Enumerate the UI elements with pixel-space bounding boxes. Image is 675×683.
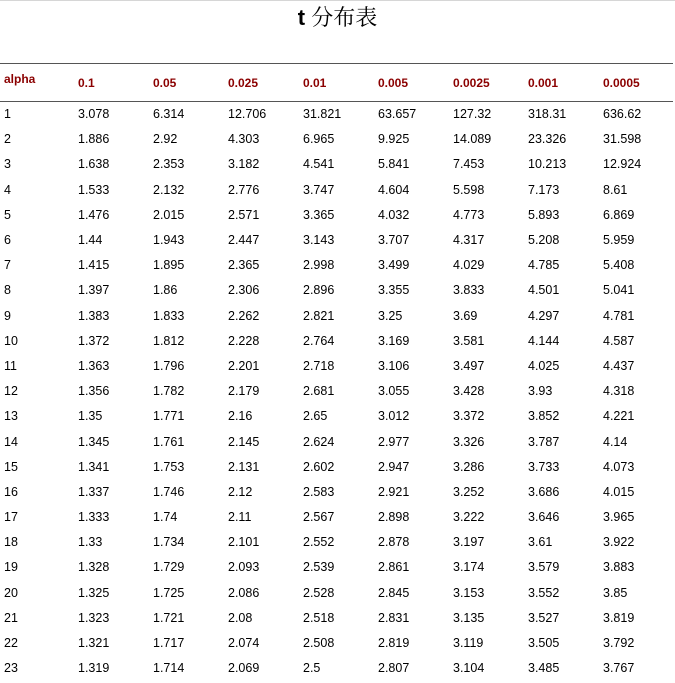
critical-value-cell: 3.222 — [453, 510, 485, 525]
critical-value-cell: 3.197 — [453, 535, 485, 550]
critical-value-cell: 2.819 — [378, 636, 410, 651]
critical-value-cell: 2.602 — [303, 459, 335, 474]
critical-value-cell: 3.326 — [453, 434, 485, 449]
critical-value-cell: 3.819 — [603, 610, 635, 625]
critical-value-cell: 1.533 — [78, 182, 110, 197]
critical-value-cell: 1.86 — [153, 283, 178, 298]
critical-value-cell: 31.598 — [603, 132, 642, 147]
critical-value-cell: 3.852 — [528, 409, 560, 424]
critical-value-cell: 1.771 — [153, 409, 185, 424]
critical-value-cell: 2.571 — [228, 207, 260, 222]
critical-value-cell: 2.132 — [153, 182, 185, 197]
critical-value-cell: 4.14 — [603, 434, 628, 449]
critical-value-cell: 3.922 — [603, 535, 635, 550]
critical-value-cell: 1.833 — [153, 308, 185, 323]
critical-value-cell: 1.717 — [153, 636, 185, 651]
critical-value-cell: 2.845 — [378, 585, 410, 600]
critical-value-cell: 3.85 — [603, 585, 628, 600]
critical-value-cell: 5.408 — [603, 258, 635, 273]
table-row — [0, 202, 673, 227]
critical-value-cell: 12.706 — [228, 107, 267, 122]
page-title-variable: t — [297, 5, 306, 30]
degrees-of-freedom-cell: 12 — [4, 384, 18, 399]
critical-value-cell: 2.567 — [303, 510, 335, 525]
critical-value-cell: 5.041 — [603, 283, 635, 298]
critical-value-cell: 2.947 — [378, 459, 410, 474]
critical-value-cell: 1.44 — [78, 233, 103, 248]
critical-value-cell: 1.321 — [78, 636, 110, 651]
critical-value-cell: 4.785 — [528, 258, 560, 273]
critical-value-cell: 2.074 — [228, 636, 260, 651]
table-row — [0, 630, 673, 655]
critical-value-cell: 2.92 — [153, 132, 178, 147]
critical-value-cell: 1.337 — [78, 484, 110, 499]
critical-value-cell: 5.893 — [528, 207, 560, 222]
critical-value-cell: 3.965 — [603, 510, 635, 525]
critical-value-cell: 3.69 — [453, 308, 478, 323]
critical-value-cell: 2.093 — [228, 560, 260, 575]
page-title-text: 分布表 — [305, 5, 378, 30]
degrees-of-freedom-cell: 13 — [4, 409, 18, 424]
critical-value-cell: 3.707 — [378, 233, 410, 248]
critical-value-cell: 3.485 — [528, 661, 560, 676]
critical-value-cell: 3.153 — [453, 585, 485, 600]
critical-value-cell: 4.318 — [603, 384, 635, 399]
critical-value-cell: 3.733 — [528, 459, 560, 474]
critical-value-cell: 3.428 — [453, 384, 485, 399]
header-significance-level: 0.05 — [149, 64, 224, 102]
critical-value-cell: 2.08 — [228, 610, 253, 625]
degrees-of-freedom-cell: 20 — [4, 585, 18, 600]
header-significance-level: 0.001 — [524, 64, 599, 102]
critical-value-cell: 2.16 — [228, 409, 253, 424]
critical-value-cell: 6.869 — [603, 207, 635, 222]
degrees-of-freedom-cell: 3 — [4, 157, 11, 172]
critical-value-cell: 2.898 — [378, 510, 410, 525]
degrees-of-freedom-cell: 17 — [4, 510, 18, 525]
critical-value-cell: 1.397 — [78, 283, 110, 298]
critical-value-cell: 318.31 — [528, 107, 567, 122]
critical-value-cell: 1.895 — [153, 258, 185, 273]
critical-value-cell: 2.11 — [228, 510, 252, 525]
header-alpha-label: alpha — [0, 64, 74, 102]
critical-value-cell: 1.345 — [78, 434, 110, 449]
table-header-row — [0, 64, 673, 102]
critical-value-cell: 12.924 — [603, 157, 642, 172]
critical-value-cell: 31.821 — [303, 107, 342, 122]
table-row — [0, 580, 673, 605]
critical-value-cell: 3.119 — [453, 636, 484, 651]
table-row — [0, 253, 673, 278]
table-row — [0, 656, 673, 681]
critical-value-cell: 1.415 — [78, 258, 110, 273]
table-row — [0, 479, 673, 504]
critical-value-cell: 2.624 — [303, 434, 335, 449]
critical-value-cell: 4.501 — [528, 283, 560, 298]
table-row — [0, 328, 673, 353]
header-significance-level: 0.005 — [374, 64, 449, 102]
degrees-of-freedom-cell: 4 — [4, 182, 11, 197]
header-significance-level: 0.01 — [299, 64, 374, 102]
table-row — [0, 404, 673, 429]
degrees-of-freedom-cell: 23 — [4, 661, 18, 676]
critical-value-cell: 2.998 — [303, 258, 335, 273]
t-distribution-table — [0, 63, 673, 681]
critical-value-cell: 2.539 — [303, 560, 335, 575]
critical-value-cell: 3.174 — [453, 560, 485, 575]
degrees-of-freedom-cell: 6 — [4, 233, 11, 248]
degrees-of-freedom-cell: 16 — [4, 484, 18, 499]
critical-value-cell: 2.776 — [228, 182, 260, 197]
critical-value-cell: 1.356 — [78, 384, 110, 399]
critical-value-cell: 3.104 — [453, 661, 485, 676]
critical-value-cell: 2.861 — [378, 560, 410, 575]
critical-value-cell: 1.943 — [153, 233, 185, 248]
header-significance-level: 0.0025 — [449, 64, 524, 102]
table-row — [0, 227, 673, 252]
critical-value-cell: 3.499 — [378, 258, 410, 273]
critical-value-cell: 1.714 — [153, 661, 185, 676]
degrees-of-freedom-cell: 5 — [4, 207, 11, 222]
critical-value-cell: 4.297 — [528, 308, 560, 323]
critical-value-cell: 3.787 — [528, 434, 560, 449]
critical-value-cell: 63.657 — [378, 107, 417, 122]
critical-value-cell: 1.638 — [78, 157, 110, 172]
critical-value-cell: 4.303 — [228, 132, 260, 147]
critical-value-cell: 4.032 — [378, 207, 410, 222]
critical-value-cell: 3.581 — [453, 333, 485, 348]
critical-value-cell: 2.977 — [378, 434, 410, 449]
table-row — [0, 353, 673, 378]
degrees-of-freedom-cell: 2 — [4, 132, 11, 147]
critical-value-cell: 2.821 — [303, 308, 335, 323]
critical-value-cell: 2.583 — [303, 484, 335, 499]
table-row — [0, 555, 673, 580]
critical-value-cell: 636.62 — [603, 107, 642, 122]
critical-value-cell: 1.476 — [78, 207, 110, 222]
critical-value-cell: 127.32 — [453, 107, 492, 122]
critical-value-cell: 5.959 — [603, 233, 635, 248]
critical-value-cell: 7.173 — [528, 182, 560, 197]
critical-value-cell: 2.878 — [378, 535, 410, 550]
critical-value-cell: 1.753 — [153, 459, 185, 474]
critical-value-cell: 2.131 — [228, 459, 260, 474]
critical-value-cell: 2.5 — [303, 661, 321, 676]
critical-value-cell: 2.65 — [303, 409, 328, 424]
critical-value-cell: 4.781 — [603, 308, 635, 323]
critical-value-cell: 1.761 — [153, 434, 185, 449]
table-row — [0, 505, 673, 530]
critical-value-cell: 4.604 — [378, 182, 410, 197]
header-significance-level: 0.025 — [224, 64, 299, 102]
critical-value-cell: 3.579 — [528, 560, 560, 575]
table-row — [0, 303, 673, 328]
critical-value-cell: 2.681 — [303, 384, 335, 399]
header-significance-level: 0.0005 — [599, 64, 673, 102]
degrees-of-freedom-cell: 10 — [4, 333, 18, 348]
critical-value-cell: 1.323 — [78, 610, 110, 625]
critical-value-cell: 1.333 — [78, 510, 110, 525]
critical-value-cell: 1.734 — [153, 535, 185, 550]
table-row — [0, 102, 673, 127]
critical-value-cell: 3.686 — [528, 484, 560, 499]
critical-value-cell: 3.505 — [528, 636, 560, 651]
critical-value-cell: 2.069 — [228, 661, 260, 676]
critical-value-cell: 2.228 — [228, 333, 260, 348]
table-row — [0, 278, 673, 303]
critical-value-cell: 3.078 — [78, 107, 110, 122]
table-body — [0, 102, 673, 681]
critical-value-cell: 1.33 — [78, 535, 103, 550]
critical-value-cell: 2.718 — [303, 358, 335, 373]
degrees-of-freedom-cell: 7 — [4, 258, 11, 273]
critical-value-cell: 2.201 — [228, 358, 260, 373]
critical-value-cell: 1.325 — [78, 585, 110, 600]
degrees-of-freedom-cell: 15 — [4, 459, 18, 474]
critical-value-cell: 2.12 — [228, 484, 253, 499]
table-row — [0, 605, 673, 630]
critical-value-cell: 3.055 — [378, 384, 410, 399]
critical-value-cell: 3.355 — [378, 283, 410, 298]
table-row — [0, 127, 673, 152]
critical-value-cell: 1.812 — [153, 333, 185, 348]
critical-value-cell: 2.101 — [228, 535, 260, 550]
critical-value-cell: 5.208 — [528, 233, 560, 248]
critical-value-cell: 1.74 — [153, 510, 178, 525]
critical-value-cell: 2.179 — [228, 384, 260, 399]
table-header — [0, 64, 673, 102]
critical-value-cell: 3.106 — [378, 358, 410, 373]
critical-value-cell: 14.089 — [453, 132, 492, 147]
degrees-of-freedom-cell: 8 — [4, 283, 11, 298]
degrees-of-freedom-cell: 9 — [4, 308, 11, 323]
critical-value-cell: 3.135 — [453, 610, 485, 625]
critical-value-cell: 1.35 — [78, 409, 103, 424]
t-distribution-table-container — [0, 63, 673, 681]
critical-value-cell: 2.552 — [303, 535, 335, 550]
degrees-of-freedom-cell: 19 — [4, 560, 18, 575]
critical-value-cell: 3.883 — [603, 560, 635, 575]
critical-value-cell: 3.747 — [303, 182, 335, 197]
critical-value-cell: 1.721 — [153, 610, 185, 625]
critical-value-cell: 4.773 — [453, 207, 485, 222]
table-row — [0, 177, 673, 202]
critical-value-cell: 4.025 — [528, 358, 560, 373]
degrees-of-freedom-cell: 14 — [4, 434, 18, 449]
critical-value-cell: 3.143 — [303, 233, 335, 248]
critical-value-cell: 3.552 — [528, 585, 560, 600]
degrees-of-freedom-cell: 22 — [4, 636, 18, 651]
critical-value-cell: 4.015 — [603, 484, 635, 499]
critical-value-cell: 23.326 — [528, 132, 567, 147]
critical-value-cell: 3.372 — [453, 409, 485, 424]
critical-value-cell: 4.073 — [603, 459, 635, 474]
table-row — [0, 429, 673, 454]
table-row — [0, 379, 673, 404]
critical-value-cell: 3.527 — [528, 610, 560, 625]
critical-value-cell: 1.363 — [78, 358, 110, 373]
table-row — [0, 152, 673, 177]
critical-value-cell: 10.213 — [528, 157, 567, 172]
page-top-rule — [0, 0, 675, 1]
critical-value-cell: 1.725 — [153, 585, 185, 600]
critical-value-cell: 2.921 — [378, 484, 410, 499]
degrees-of-freedom-cell: 11 — [4, 358, 17, 373]
critical-value-cell: 4.437 — [603, 358, 635, 373]
critical-value-cell: 3.497 — [453, 358, 485, 373]
critical-value-cell: 1.383 — [78, 308, 110, 323]
critical-value-cell: 2.262 — [228, 308, 260, 323]
critical-value-cell: 9.925 — [378, 132, 410, 147]
critical-value-cell: 1.886 — [78, 132, 110, 147]
critical-value-cell: 6.965 — [303, 132, 335, 147]
critical-value-cell: 3.252 — [453, 484, 485, 499]
critical-value-cell: 2.015 — [153, 207, 185, 222]
critical-value-cell: 3.93 — [528, 384, 553, 399]
critical-value-cell: 1.341 — [78, 459, 110, 474]
critical-value-cell: 3.833 — [453, 283, 485, 298]
critical-value-cell: 5.841 — [378, 157, 410, 172]
critical-value-cell: 2.896 — [303, 283, 335, 298]
degrees-of-freedom-cell: 18 — [4, 535, 18, 550]
critical-value-cell: 1.746 — [153, 484, 185, 499]
table-row — [0, 454, 673, 479]
critical-value-cell: 3.792 — [603, 636, 635, 651]
critical-value-cell: 4.144 — [528, 333, 560, 348]
critical-value-cell: 2.086 — [228, 585, 260, 600]
critical-value-cell: 1.372 — [78, 333, 110, 348]
critical-value-cell: 4.221 — [603, 409, 635, 424]
critical-value-cell: 2.365 — [228, 258, 260, 273]
critical-value-cell: 1.328 — [78, 560, 110, 575]
critical-value-cell: 5.598 — [453, 182, 485, 197]
critical-value-cell: 2.145 — [228, 434, 260, 449]
critical-value-cell: 3.767 — [603, 661, 635, 676]
header-significance-level: 0.1 — [74, 64, 149, 102]
critical-value-cell: 2.831 — [378, 610, 410, 625]
critical-value-cell: 2.508 — [303, 636, 335, 651]
critical-value-cell: 2.518 — [303, 610, 335, 625]
critical-value-cell: 2.807 — [378, 661, 410, 676]
critical-value-cell: 3.286 — [453, 459, 485, 474]
critical-value-cell: 2.353 — [153, 157, 185, 172]
critical-value-cell: 2.764 — [303, 333, 335, 348]
critical-value-cell: 3.25 — [378, 308, 403, 323]
critical-value-cell: 2.447 — [228, 233, 260, 248]
critical-value-cell: 3.61 — [528, 535, 553, 550]
critical-value-cell: 1.319 — [78, 661, 110, 676]
critical-value-cell: 4.317 — [453, 233, 485, 248]
critical-value-cell: 3.012 — [378, 409, 410, 424]
critical-value-cell: 4.029 — [453, 258, 485, 273]
critical-value-cell: 4.587 — [603, 333, 635, 348]
critical-value-cell: 2.528 — [303, 585, 335, 600]
critical-value-cell: 7.453 — [453, 157, 485, 172]
critical-value-cell: 4.541 — [303, 157, 335, 172]
degrees-of-freedom-cell: 21 — [4, 610, 18, 625]
degrees-of-freedom-cell: 1 — [4, 107, 11, 122]
critical-value-cell: 3.646 — [528, 510, 560, 525]
critical-value-cell: 1.796 — [153, 358, 185, 373]
table-row — [0, 530, 673, 555]
critical-value-cell: 6.314 — [153, 107, 185, 122]
critical-value-cell: 2.306 — [228, 283, 260, 298]
critical-value-cell: 3.169 — [378, 333, 410, 348]
critical-value-cell: 8.61 — [603, 182, 628, 197]
critical-value-cell: 1.782 — [153, 384, 185, 399]
critical-value-cell: 3.182 — [228, 157, 260, 172]
page-title — [0, 4, 675, 32]
critical-value-cell: 1.729 — [153, 560, 185, 575]
critical-value-cell: 3.365 — [303, 207, 335, 222]
